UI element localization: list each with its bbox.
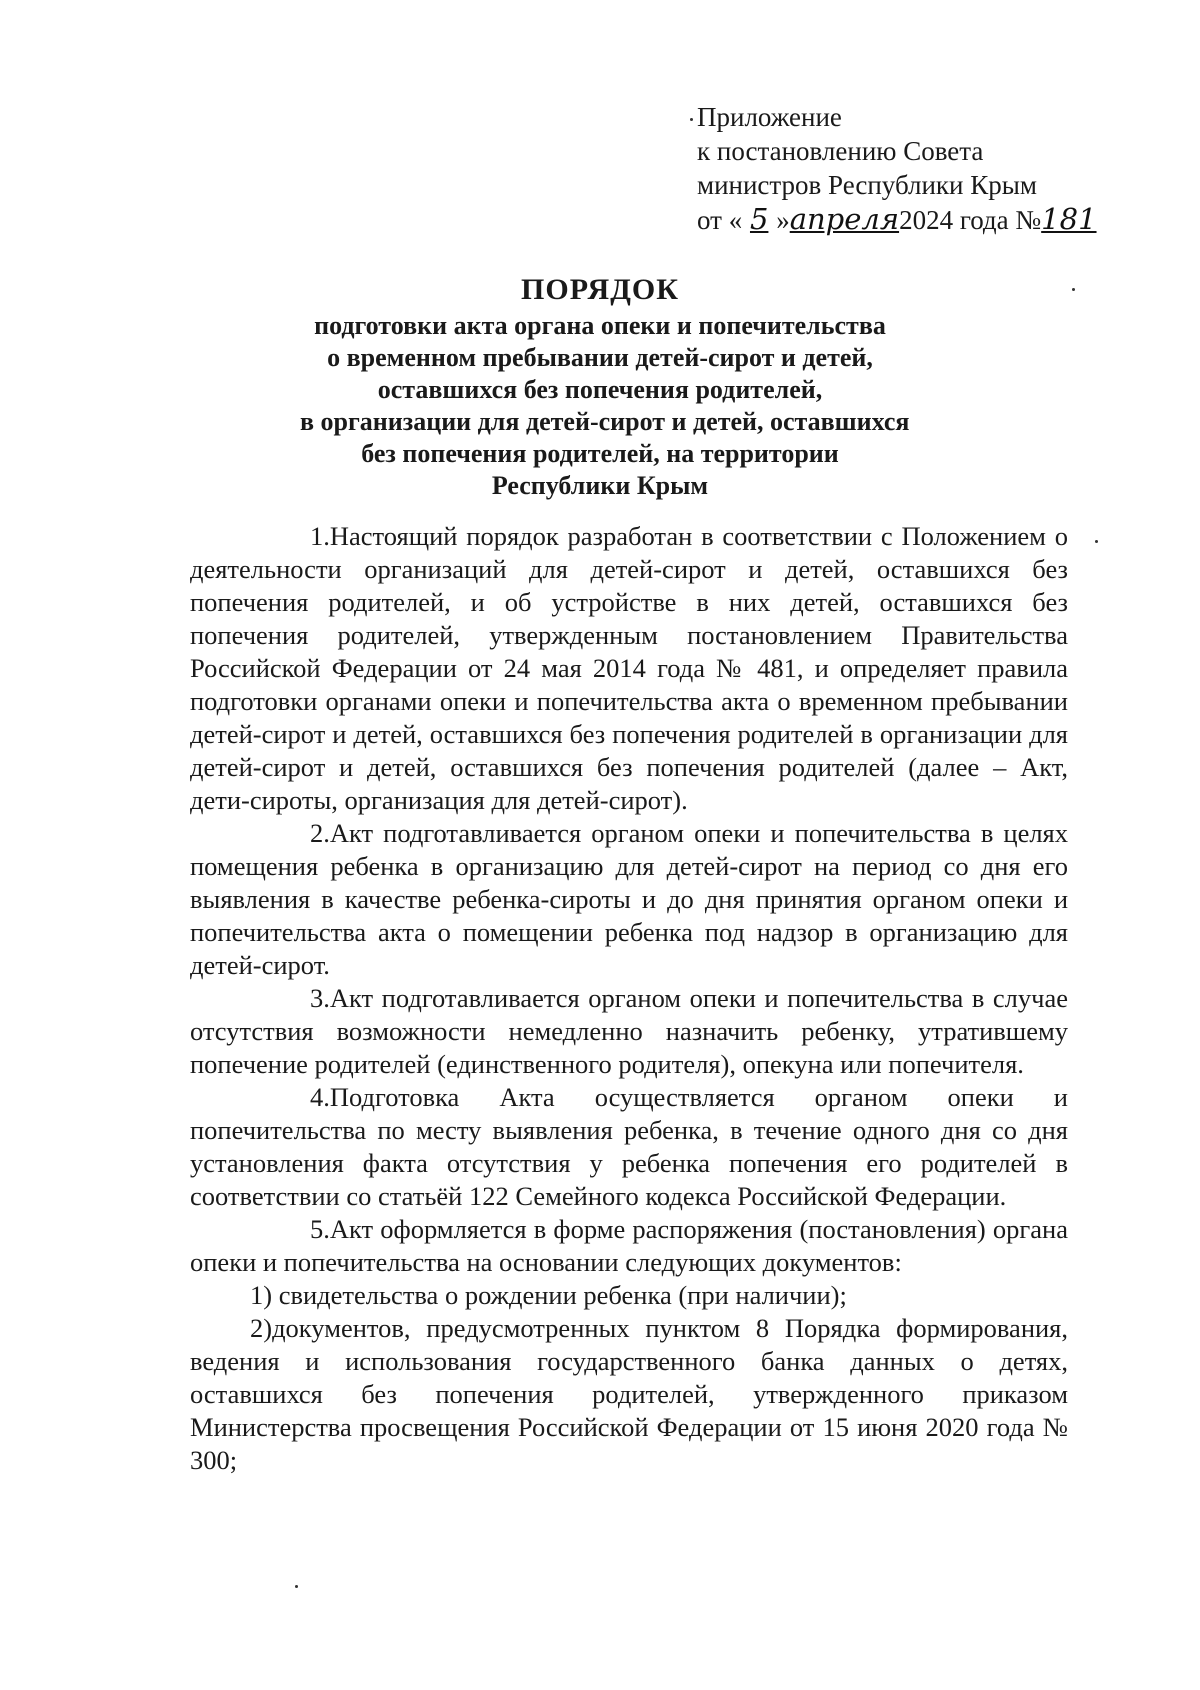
paragraph-number: 3.: [310, 983, 330, 1013]
paragraph-number: 2.: [310, 818, 330, 848]
appendix-line-3: министров Республики Крым: [697, 170, 1037, 200]
scan-speck: [295, 1585, 298, 1588]
appendix-block: [697, 100, 1117, 237]
title-main: ПОРЯДОК: [521, 273, 679, 306]
list-item-number: 2): [250, 1313, 273, 1343]
appendix-date-line: [697, 202, 1117, 237]
handwritten-day: 5: [749, 202, 769, 236]
paragraph-text: Акт подготавливается органом опеки и попечительства в случае отсутствия возможности немедленно назначить ребенку, утратившему попечение родителей (единственного родителя), опекуна или попечителя.: [190, 983, 1068, 1079]
paragraph-text: Настоящий порядок разработан в соответствии с Положением о деятельности организаций для детей-сирот и детей, оставшихся без попечения родителей, и об устройстве в них детей, оставшихся без попечения родителей, утвержденным постановлением Правительства Российской Федерации от 24 мая 2014 года № 481, и определяет правила подготовки органами опеки и попечительства акта о временном пребывании детей-сирот и детей, оставшихся без попечения родителей в организации для детей-сирот и детей, оставшихся без попечения родителей (далее – Акт, дети-сироты, организация для детей-сирот).: [190, 521, 1068, 815]
appendix-line-2: к постановлению Совета: [697, 136, 984, 166]
date-prefix: от «: [697, 205, 743, 235]
title-sub-line: о временном пребывании детей-сирот и детей,: [327, 343, 873, 372]
document-title: [300, 270, 910, 502]
paragraph-2: [190, 817, 1068, 982]
title-sub-line: без попечения родителей, на территории: [361, 439, 839, 468]
scan-speck: [1095, 540, 1098, 543]
paragraph-3: [190, 982, 1068, 1081]
title-sub-line: в организации для детей-сирот и детей, оставшихся: [300, 407, 910, 436]
paragraph-5: [190, 1213, 1068, 1279]
list-item-1: [190, 1279, 1068, 1312]
list-item-2: [190, 1312, 1068, 1477]
paragraph-text: Акт подготавливается органом опеки и попечительства в целях помещения ребенка в организацию для детей-сирот на период со дня его выявления в качестве ребенка-сироты и до дня принятия органом опеки и попечительства акта о помещении ребенка под надзор в организацию для детей-сирот.: [190, 818, 1068, 980]
handwritten-month: апреля: [789, 202, 900, 236]
handwritten-doc-number: 181: [1041, 202, 1097, 236]
list-item-number: 1): [250, 1280, 273, 1310]
title-sub-line: Республики Крым: [491, 471, 709, 500]
paragraph-1: [190, 520, 1068, 817]
title-sub-line: подготовки акта органа опеки и попечительства: [314, 311, 886, 340]
scan-speck: [1072, 288, 1075, 291]
paragraph-text: Акт оформляется в форме распоряжения (постановления) органа опеки и попечительства на основании следующих документов:: [190, 1214, 1068, 1277]
date-mid: »: [776, 205, 790, 235]
paragraph-number: 1.: [310, 521, 330, 551]
title-subtitle: [300, 310, 910, 502]
paragraph-text: Подготовка Акта осуществляется органом опеки и попечительства по месту выявления ребенка, в течение одного дня со дня установления факта отсутствия у ребенка попечения его родителей в соответствии со статьёй 122 Семейного кодекса Российской Федерации.: [190, 1082, 1068, 1211]
title-sub-line: оставшихся без попечения родителей,: [377, 375, 823, 404]
appendix-line-1: Приложение: [697, 102, 842, 132]
date-year: 2024 года №: [899, 205, 1042, 235]
paragraph-number: 4.: [310, 1082, 330, 1112]
list-item-text: свидетельства о рождении ребенка (при наличии);: [278, 1280, 847, 1310]
scan-speck: [690, 118, 693, 121]
list-item-text: документов, предусмотренных пунктом 8 Порядка формирования, ведения и использования государственного банка данных о детях, оставшихся без попечения родителей, утвержденного приказом Министерства просвещения Российской Федерации от 15 июня 2020 года № 300;: [190, 1313, 1068, 1475]
document-body: [190, 520, 1068, 1477]
paragraph-4: [190, 1081, 1068, 1213]
paragraph-number: 5.: [310, 1214, 330, 1244]
